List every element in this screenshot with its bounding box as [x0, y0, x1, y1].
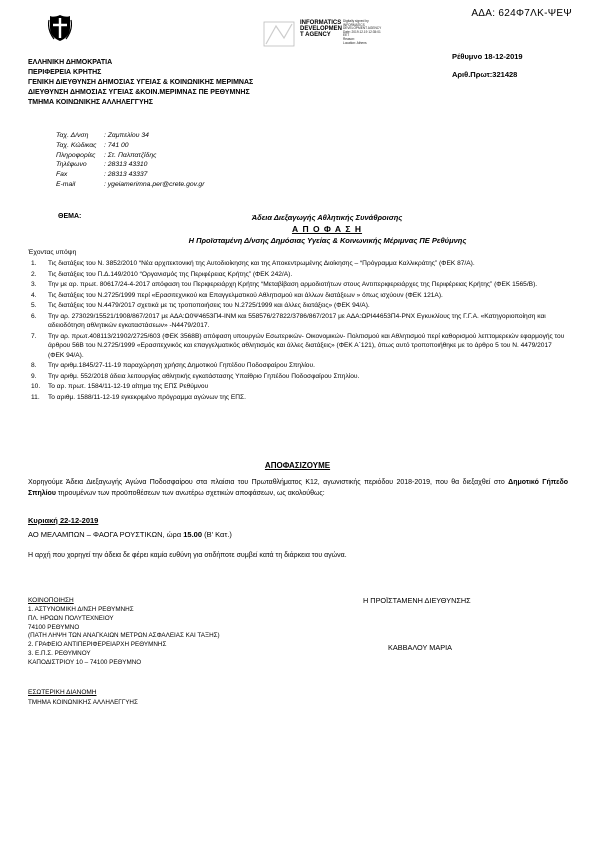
contact-value: : 28313 43310 — [104, 161, 148, 169]
match-teams: ΑΟ ΜΕΛΑΜΠΩΝ – ΦΑΟΓΑ ΡΟΥΣΤΙΚΩΝ, ώρα — [28, 530, 184, 539]
contact-value: : Στ. Παλπατζίδης — [104, 151, 157, 159]
disclaimer-paragraph: Η αρχή που χορηγεί την άδεια δε φέρει καμία ευθύνη για οτιδήποτε συμβεί κατά τη διάρκεια του αγώνα. — [28, 552, 347, 559]
item-number: 10. — [31, 383, 41, 390]
issuer-line: ΔΙΕΥΘΥΝΣΗ ΔΗΜΟΣΙΑΣ ΥΓΕΙΑΣ &ΚΟΙΝ.ΜΕΡΙΜΝΑΣ ΠΕ ΡΕΘΥΜΝΗΣ — [28, 89, 250, 96]
match-category: (Β' Κατ.) — [202, 530, 232, 539]
contact-row — [56, 151, 204, 161]
internal-distribution-title: ΕΣΩΤΕΡΙΚΗ ΔΙΑΝΟΜΗ — [28, 689, 97, 696]
list-item — [28, 361, 568, 371]
informatics-line: INFORMATICS — [300, 20, 342, 26]
item-text: Την αρ. πρωτ.408113/21902/2725/603 (ΦΕΚ 3568Β) απόφαση υπουργών Εσωτερικών- Οικονομικών- Πολιτισμού και Αθλητισμού περί καθορισμού λεπτομερειών εφαρμογής του άρθρου 56Β του Ν.2725/1999 «Ερασιτεχνικός και επαγγελματικός αθλητισμός και άλλες διατάξεις» (ΦΕΚ Α΄121), όπως αυτό τροποποιήθηκε με το άρθρο 5 του Ν. 4479/2017 (ΦΕΚ 94/Α). — [48, 332, 565, 359]
contact-row — [56, 160, 204, 170]
signatory-name: ΚΑΒΒΑΛΟΥ ΜΑΡΙΑ — [388, 643, 452, 652]
decision-authority: Η Προϊσταμένη Δ/νσης Δημόσιας Υγείας & Κοινωνικής Μέριμνας ΠΕ Ρεθύμνης — [188, 236, 467, 245]
notification-title: ΚΟΙΝΟΠΟΙΗΣΗ — [28, 597, 74, 604]
contact-key: Ταχ. Κώδικας — [56, 141, 97, 149]
notification-line: 2. ΓΡΑΦΕΙΟ ΑΝΤΙΠΕΡΙΦΕΡΕΙΑΡΧΗ ΡΕΘΥΜΝΗΣ — [28, 641, 167, 649]
considering-label: Έχοντας υπόψη — [28, 249, 77, 256]
item-text: Το αρ. πρωτ. 1584/11-12-19 αίτημα της ΕΠΣ Ρεθύμνου — [48, 383, 209, 390]
notification-line: 3. Ε.Π.Σ. ΡΕΘΥΜΝΟΥ — [28, 649, 91, 657]
item-number: 7. — [31, 332, 37, 340]
list-item — [28, 280, 568, 290]
signature-detail-line: Digitally signed by — [343, 19, 369, 23]
match-time: 15.00 — [183, 530, 203, 539]
item-text: Την αριθμ.1845/27-11-19 παραχώρηση χρήσης Δημοτικού Γηπέδου Ποδοσφαίρου Σπηλίου. — [48, 362, 315, 369]
considerations-list — [28, 259, 568, 403]
item-number: 8. — [31, 362, 37, 369]
contact-row — [56, 131, 204, 141]
list-item — [28, 393, 568, 403]
item-text: Το αριθμ. 1588/11-12-19 εγκεκριμένο πρόγραμμα αγώνων της ΕΠΣ. — [48, 393, 246, 401]
ada-code: ΑΔΑ: 624Φ7ΛΚ-ΨΕΨ — [471, 8, 572, 19]
informatics-agency-label — [300, 20, 342, 39]
signature-detail-line: Date: 2019.12.19 12:35:01 — [343, 29, 381, 34]
item-text: Την με αρ. πρωτ. 80617/24-4-2017 απόφαση του Περιφερειάρχη Κρήτης “Μεταβίβαση αρμοδιοτήτων στους Αντιπεριφερειάρχες της Περιφέρειας Κρήτης” (ΦΕΚ 1565/Β). — [48, 281, 538, 288]
item-number: 3. — [31, 281, 37, 288]
signature-detail-line: Location: Athens — [343, 40, 367, 45]
issuer-line: ΓΕΝΙΚΗ ΔΙΕΥΘΥΝΣΗ ΔΗΜΟΣΙΑΣ ΥΓΕΙΑΣ & ΚΟΙΝΩΝΙΚΗΣ ΜΕΡΙΜΝΑΣ — [28, 79, 254, 86]
subject-label: ΘΕΜΑ: — [58, 213, 82, 220]
decision-paragraph — [28, 477, 568, 499]
item-text: Την αρ. 273029/15521/1908/867/2017 με ΑΔΑ:Ω0Ψ4653Π4-ΙΝΜ και 558576/27822/3786/867/2017 με ΑΔΑ:ΩΡΙ44653Π4-ΡΝΧ Εγκυκλίους της Γ.Γ.Α. «Κατηγοριοποίηση και αδειοδότηση αθλητικών εγκαταστάσεων» -Ν4479/2017. — [48, 312, 546, 329]
signature-detail-line: DEVELOPMENT AGENCY — [343, 26, 382, 31]
contact-email[interactable]: : ygeiamerimna.per@crete.gov.gr — [104, 180, 205, 188]
item-text: Τις διατάξεις του Ν.2725/1999 περί «Ερασιτεχνικού και Επαγγελματικού Αθλητισμού και άλλων διατάξεων » όπως ισχύουν (ΦΕΚ 121Α). — [48, 291, 443, 299]
contact-value: : 28313 43337 — [104, 171, 148, 179]
protocol-number: Αριθ.Πρωτ:321428 — [452, 70, 518, 79]
document-date: Ρέθυμνο 18-12-2019 — [452, 52, 523, 61]
issuer-line: ΠΕΡΙΦΕΡΕΙΑ ΚΡΗΤΗΣ — [28, 69, 102, 76]
notification-line: ΚΑΠΟΔΙΣΤΡΙΟΥ 10 – 74100 ΡΕΘΥΜΝΟ — [28, 658, 142, 666]
contact-key: Τηλέφωνο — [56, 161, 87, 169]
venue-name: Δημοτικό Γήπεδο Σπηλίου — [28, 479, 568, 497]
notification-line: ΠΛ. ΗΡΩΩΝ ΠΟΛΥΤΕΧΝΕΙΟΥ — [28, 614, 114, 622]
item-number: 2. — [31, 270, 37, 278]
contact-row — [56, 170, 204, 180]
item-text: Τις διατάξεις του Ν.4479/2017 σχετικά με τις τροποποιήσεις του Ν.2725/1999 και άλλες διατάξεις» (ΦΕΚ 94/Α). — [48, 302, 370, 309]
we-decide-heading: ΑΠΟΦΑΣΙΖΟΥΜΕ — [264, 461, 331, 470]
contact-key: Fax — [56, 171, 68, 179]
greek-emblem-icon — [48, 14, 72, 42]
signature-detail-line: INFORMATICS — [343, 22, 365, 27]
contact-details — [56, 131, 204, 190]
list-item — [28, 372, 568, 382]
informatics-line: DEVELOPMEN — [300, 26, 343, 33]
item-number: 4. — [31, 291, 37, 299]
match-line — [28, 530, 232, 539]
item-number: 9. — [31, 372, 37, 380]
item-text: Τις διατάξεις του Ν. 3852/2010 “Νέα αρχιτεκτονική της Αυτοδιοίκησης και της Αποκεντρωμένης Διοίκησης – “Πρόγραμμα Καλλικράτης” (ΦΕΚ 87/Α). — [48, 260, 475, 267]
list-item — [28, 301, 568, 311]
subject-value: Άδεια Διεξαγωγής Αθλητικής Συνάθροισης — [251, 213, 403, 222]
contact-key: Πληροφορίες — [56, 151, 96, 159]
item-number: 5. — [31, 302, 37, 309]
item-number: 1. — [31, 260, 37, 267]
contact-key: E-mail — [56, 180, 76, 188]
signature-detail-line: Reason: — [343, 36, 355, 41]
signatory-title: Η ΠΡΟΪΣΤΑΜΕΝΗ ΔΙΕΥΘΥΝΣΗΣ — [363, 596, 471, 605]
contact-value: : Ζαμπελίου 34 — [104, 132, 149, 139]
issuer-block — [28, 58, 253, 108]
list-item — [28, 332, 568, 361]
item-text: Τις διατάξεις του Π.Δ.149/2010 “Οργανισμός της Περιφέρειας Κρήτης” (ΦΕΚ 242/Α). — [48, 270, 293, 278]
list-item — [28, 382, 568, 392]
contact-row — [56, 180, 204, 190]
item-number: 11. — [31, 393, 40, 401]
issuer-line: ΕΛΛΗΝΙΚΗ ΔΗΜΟΚΡΑΤΙΑ — [28, 59, 113, 66]
internal-distribution-line: ΤΜΗΜΑ ΚΟΙΝΩΝΙΚΗΣ ΑΛΛΗΛΕΓΓΥΗΣ — [28, 699, 138, 706]
issuer-line: ΤΜΗΜΑ ΚΟΙΝΩΝΙΚΗΣ ΑΛΛΗΛΕΓΓΥΗΣ — [28, 99, 153, 106]
list-item — [28, 270, 568, 280]
digital-signature-details — [343, 20, 381, 45]
item-text: Την αριθμ. 552/2018 άδεια λειτουργίας αθλητικής εγκατάστασης Υπαίθριο Γηπέδου Ποδοσφαίρου Σπηλίου. — [48, 372, 360, 380]
match-date: Κυριακή 22-12-2019 — [28, 516, 99, 525]
list-item — [28, 291, 568, 301]
notification-line: (ΠΑΤΗ ΛΗΨΗ ΤΩΝ ΑΝΑΓΚΑΙΩΝ ΜΕΤΡΩΝ ΑΣΦΑΛΕΙΑΣ ΚΑΙ ΤΑΞΗΣ) — [28, 632, 220, 640]
notification-line: 1. ΑΣΤΥΝΟΜΙΚΗ Δ/ΝΣΗ ΡΕΘΥΜΝΗΣ — [28, 606, 134, 613]
decision-text: Χορηγούμε Άδεια Διεξαγωγής Αγώνα Ποδοσφαίρου στα πλαίσια του Πρωταθλήματος Κ12, αγωνιστικής περιόδου 2018-2019, που θα διεξαχθεί στο — [28, 479, 509, 486]
informatics-line: T AGENCY — [300, 32, 331, 39]
notification-line: 74100 ΡΕΘΥΜΝΟ — [28, 623, 80, 631]
decision-heading: Α Π Ο Φ Α Σ Η — [291, 224, 363, 234]
decision-text: τηρουμένων των προϋποθέσεων των ανωτέρω σχετικών αποφάσεων, ως ακολούθως: — [55, 490, 325, 497]
list-item — [28, 259, 568, 269]
contact-key: Ταχ. Δ/νση — [56, 132, 89, 139]
notification-list — [28, 606, 220, 668]
signature-detail-line: EET — [343, 33, 350, 38]
item-number: 6. — [31, 312, 37, 320]
contact-row — [56, 141, 204, 151]
contact-value: : 741 00 — [104, 141, 129, 149]
list-item — [28, 312, 568, 331]
